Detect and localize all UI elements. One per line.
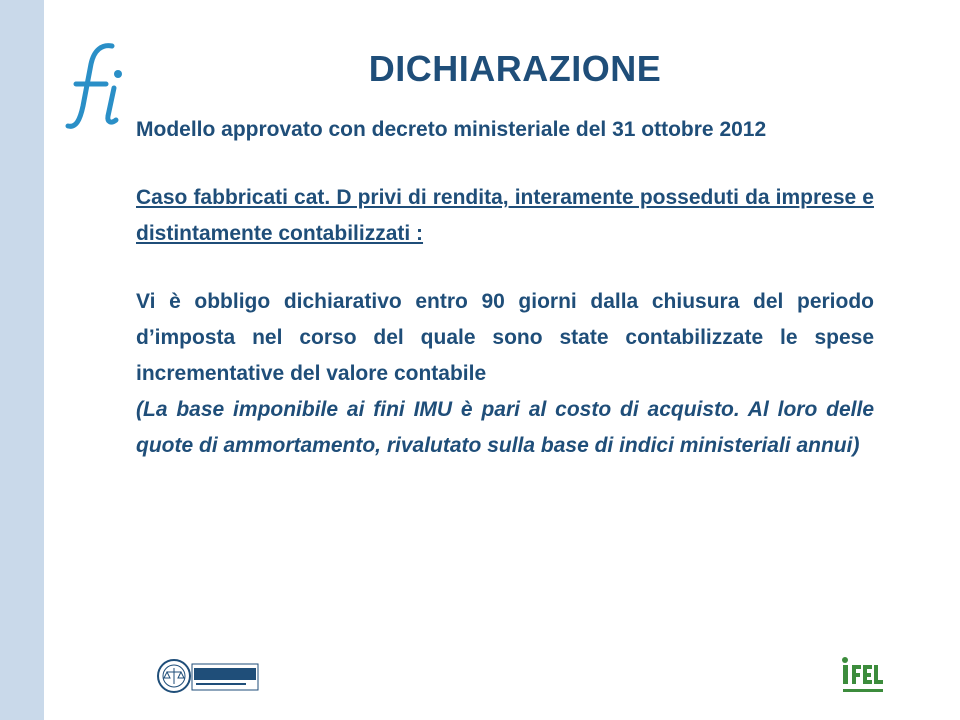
- left-decorative-band: [0, 0, 44, 720]
- spacer: [136, 252, 874, 284]
- spacer: [136, 148, 874, 180]
- paragraph-obligation: Vi è obbligo dichiarativo entro 90 giorni dalla chiusura del periodo d’imposta nel corso del quale sono state contabilizzate le spese incrementative del valore contabile: [136, 290, 874, 385]
- paragraph-tax-base: (La base imponibile ai fini IMU è pari al costo di acquisto. Al loro delle quote di ammortamento, rivalutato sulla base di indici ministeriali annui): [136, 398, 874, 457]
- slide-title: DICHIARAZIONE: [368, 48, 662, 89]
- anutel-logo: [156, 656, 260, 696]
- slide-content: [136, 112, 874, 464]
- ifel-logo: [840, 652, 896, 700]
- paragraph-decree: Modello approvato con decreto ministeriale del 31 ottobre 2012: [136, 118, 767, 141]
- paragraph-case: Caso fabbricati cat. D privi di rendita, interamente posseduti da imprese e distintamente contabilizzati :: [136, 186, 874, 245]
